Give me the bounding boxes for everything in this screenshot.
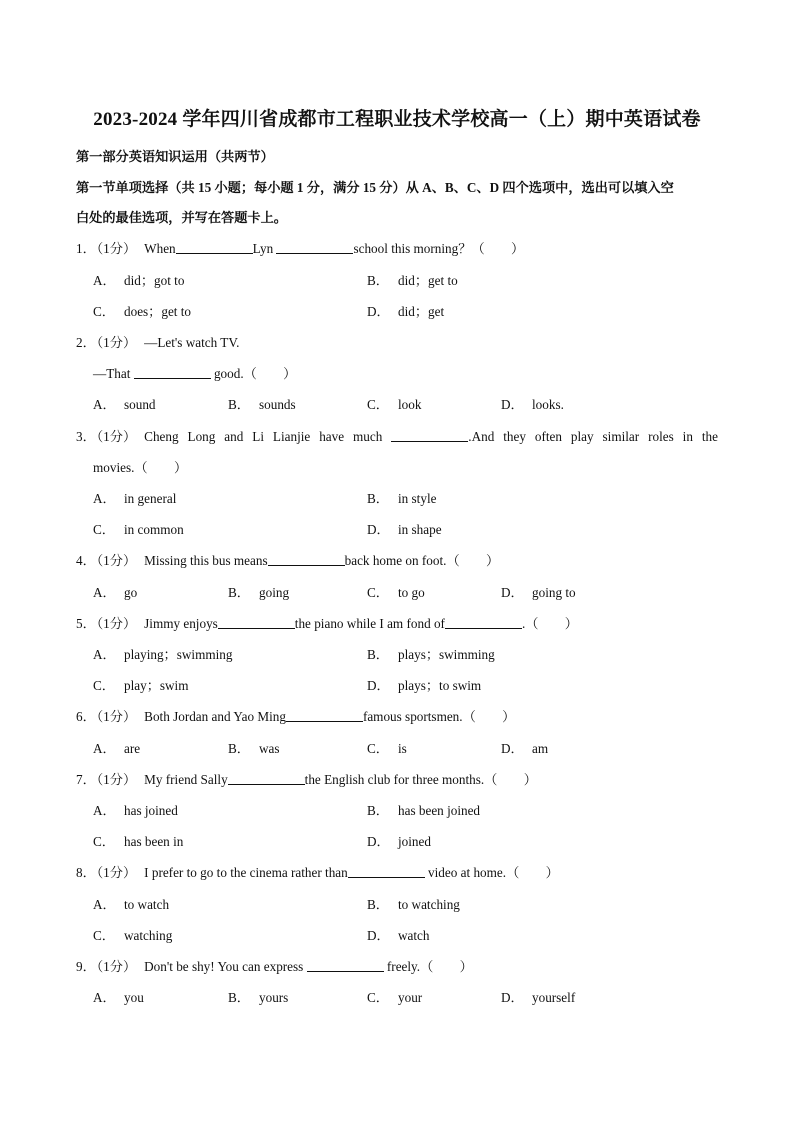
option-text: in style — [398, 491, 437, 506]
answer-bracket: （ ） — [243, 366, 297, 381]
option-text: your — [398, 990, 423, 1005]
option-b — [367, 270, 458, 289]
answer-blank — [348, 865, 425, 878]
question-2-line2 — [93, 363, 296, 382]
option-text: yourself — [532, 990, 576, 1005]
option-c — [93, 925, 172, 944]
answer-bracket: （ ） — [462, 709, 516, 724]
question-number: 1． — [76, 241, 96, 256]
option-text: is — [398, 741, 407, 756]
question-text: back home on foot. — [344, 553, 447, 568]
option-a — [93, 800, 178, 819]
option-letter: D． — [501, 990, 524, 1005]
question-points: （1分） — [90, 241, 137, 256]
answer-blank — [307, 959, 384, 972]
option-letter: A． — [93, 647, 116, 662]
option-letter: D． — [367, 928, 390, 943]
question-number: 7． — [76, 772, 96, 787]
option-letter: A． — [93, 990, 116, 1005]
option-letter: B． — [367, 273, 389, 288]
option-text: to watch — [124, 897, 170, 912]
option-a — [93, 644, 232, 663]
option-text: plays；swimming — [398, 647, 495, 662]
answer-blank — [134, 366, 211, 379]
question-text: Jimmy enjoys — [144, 616, 218, 631]
option-c — [93, 831, 183, 850]
option-text: go — [124, 585, 138, 600]
option-text: plays；to swim — [398, 678, 482, 693]
question-text: video at home. — [424, 865, 507, 880]
question-number: 5． — [76, 616, 96, 631]
question-text: .And they often play similar roles in the — [468, 429, 718, 444]
option-text: in shape — [398, 522, 442, 537]
question-text: When — [144, 241, 176, 256]
option-letter: A． — [93, 585, 116, 600]
option-b — [228, 987, 288, 1006]
option-letter: D． — [367, 304, 390, 319]
option-b — [367, 894, 460, 913]
question-text: . — [521, 616, 526, 631]
option-c — [93, 519, 184, 538]
option-d — [501, 987, 575, 1006]
option-letter: C． — [93, 304, 115, 319]
option-letter: C． — [93, 522, 115, 537]
option-letter: A． — [93, 741, 116, 756]
question-number: 6． — [76, 709, 96, 724]
option-text: going — [259, 585, 290, 600]
question-text: famous sportsmen. — [362, 709, 463, 724]
answer-bracket: （ ） — [134, 460, 188, 475]
option-text: are — [124, 741, 141, 756]
option-d — [367, 925, 430, 944]
option-letter: D． — [367, 834, 390, 849]
option-letter: B． — [367, 491, 389, 506]
option-text: did；get to — [398, 273, 458, 288]
option-text: has been joined — [398, 803, 481, 818]
question-text: freely. — [383, 959, 421, 974]
option-letter: C． — [367, 990, 389, 1005]
question-9 — [76, 956, 473, 975]
option-text: sounds — [259, 397, 296, 412]
section-instructions-line2: 白处的最佳选项，并写在答题卡上。 — [76, 210, 287, 225]
option-c — [367, 582, 425, 601]
answer-bracket: （ ） — [471, 241, 525, 256]
option-letter: B． — [228, 397, 250, 412]
question-text: good. — [210, 366, 244, 381]
option-text: watch — [398, 928, 430, 943]
question-points: （1分） — [90, 429, 137, 444]
question-text: Missing this bus means — [144, 553, 268, 568]
option-letter: C． — [93, 928, 115, 943]
option-letter: C． — [93, 678, 115, 693]
question-points: （1分） — [90, 772, 137, 787]
option-c — [93, 675, 188, 694]
question-text: —That — [93, 366, 134, 381]
option-text: did；got to — [124, 273, 185, 288]
option-letter: C． — [367, 741, 389, 756]
question-points: （1分） — [90, 959, 137, 974]
option-a — [93, 270, 184, 289]
option-c — [367, 394, 421, 413]
option-letter: B． — [367, 647, 389, 662]
option-letter: B． — [228, 990, 250, 1005]
option-a — [93, 394, 156, 413]
answer-blank — [276, 241, 353, 254]
option-letter: B． — [367, 803, 389, 818]
option-b — [367, 800, 480, 819]
option-a — [93, 488, 176, 507]
answer-bracket: （ ） — [525, 616, 578, 631]
option-text: to watching — [398, 897, 460, 912]
option-text: going to — [532, 585, 576, 600]
option-text: does；get to — [124, 304, 192, 319]
option-text: joined — [398, 834, 431, 849]
question-number: 2． — [76, 335, 96, 350]
option-b — [228, 394, 296, 413]
question-3-line2 — [93, 457, 187, 476]
option-a — [93, 582, 137, 601]
option-text: play；swim — [124, 678, 189, 693]
question-6 — [76, 706, 515, 725]
option-a — [93, 894, 169, 913]
option-c — [93, 301, 191, 320]
section-instructions-line1: 第一节单项选择（共 15 小题；每小题 1 分，满分 15 分）从 A、B、C、D 四个选项中，选出可以填入空 — [76, 180, 674, 195]
option-text: has been in — [124, 834, 184, 849]
answer-bracket: （ ） — [446, 553, 500, 568]
option-a — [93, 987, 144, 1006]
question-text: My friend Sally — [144, 772, 228, 787]
option-c — [367, 987, 422, 1006]
page-title: 2023-2024 学年四川省成都市工程职业技术学校高一（上）期中英语试卷 — [93, 109, 701, 130]
option-d — [501, 394, 564, 413]
option-text: watching — [124, 928, 173, 943]
question-8 — [76, 862, 559, 881]
option-text: playing；swimming — [124, 647, 233, 662]
option-letter: C． — [367, 585, 389, 600]
option-letter: A． — [93, 397, 116, 412]
option-text: am — [532, 741, 549, 756]
question-points: （1分） — [90, 709, 137, 724]
option-d — [501, 738, 548, 757]
option-d — [367, 831, 431, 850]
option-d — [367, 301, 444, 320]
option-letter: B． — [228, 585, 250, 600]
option-text: has joined — [124, 803, 178, 818]
option-letter: A． — [93, 897, 116, 912]
question-number: 8． — [76, 865, 96, 880]
answer-blank — [268, 553, 345, 566]
answer-blank — [176, 241, 253, 254]
question-text: school this morning？ — [353, 241, 472, 256]
question-text: the piano while I am fond of — [294, 616, 445, 631]
option-b — [367, 644, 495, 663]
answer-blank — [391, 429, 468, 442]
option-letter: C． — [367, 397, 389, 412]
option-b — [228, 582, 289, 601]
option-a — [93, 738, 140, 757]
option-d — [501, 582, 576, 601]
option-letter: B． — [228, 741, 250, 756]
question-points: （1分） — [90, 553, 137, 568]
question-4 — [76, 550, 499, 569]
question-5 — [76, 613, 578, 632]
answer-bracket: （ ） — [420, 959, 473, 974]
answer-bracket: （ ） — [506, 865, 559, 880]
answer-blank — [286, 709, 363, 722]
question-number: 9． — [76, 959, 96, 974]
option-text: sound — [124, 397, 156, 412]
option-d — [367, 675, 481, 694]
question-2 — [76, 332, 239, 351]
option-letter: D． — [501, 741, 524, 756]
option-b — [228, 738, 280, 757]
option-text: look — [398, 397, 422, 412]
question-text: Lyn — [252, 241, 277, 256]
question-number: 4． — [76, 553, 96, 568]
option-text: in general — [124, 491, 177, 506]
answer-blank — [445, 616, 522, 629]
answer-blank — [228, 772, 305, 785]
question-text: Cheng Long and Li Lianjie have much — [144, 429, 392, 444]
option-letter: C． — [93, 834, 115, 849]
question-3 — [76, 426, 718, 445]
question-7 — [76, 769, 537, 788]
question-text: Both Jordan and Yao Ming — [144, 709, 286, 724]
option-text: yours — [259, 990, 289, 1005]
option-text: to go — [398, 585, 425, 600]
option-d — [367, 519, 442, 538]
question-points: （1分） — [90, 865, 137, 880]
option-c — [367, 738, 407, 757]
part-heading: 第一部分英语知识运用（共两节） — [76, 149, 274, 164]
option-letter: D． — [501, 397, 524, 412]
answer-blank — [218, 616, 295, 629]
answer-bracket: （ ） — [484, 772, 537, 787]
option-letter: B． — [367, 897, 389, 912]
option-text: you — [124, 990, 144, 1005]
option-letter: A． — [93, 803, 116, 818]
option-text: did；get — [398, 304, 445, 319]
question-points: （1分） — [90, 335, 137, 350]
option-letter: A． — [93, 273, 116, 288]
option-letter: A． — [93, 491, 116, 506]
option-letter: D． — [367, 678, 390, 693]
question-text: —Let's watch TV. — [144, 335, 240, 350]
option-text: in common — [124, 522, 184, 537]
option-text: was — [259, 741, 280, 756]
question-number: 3． — [76, 429, 96, 444]
option-b — [367, 488, 436, 507]
question-text: I prefer to go to the cinema rather than — [144, 865, 348, 880]
question-text: Don't be shy! You can express — [144, 959, 307, 974]
question-text: movies. — [93, 460, 135, 475]
option-letter: D． — [367, 522, 390, 537]
option-text: looks. — [532, 397, 564, 412]
question-text: the English club for three months. — [304, 772, 485, 787]
question-1 — [76, 238, 524, 257]
option-letter: D． — [501, 585, 524, 600]
question-points: （1分） — [90, 616, 137, 631]
